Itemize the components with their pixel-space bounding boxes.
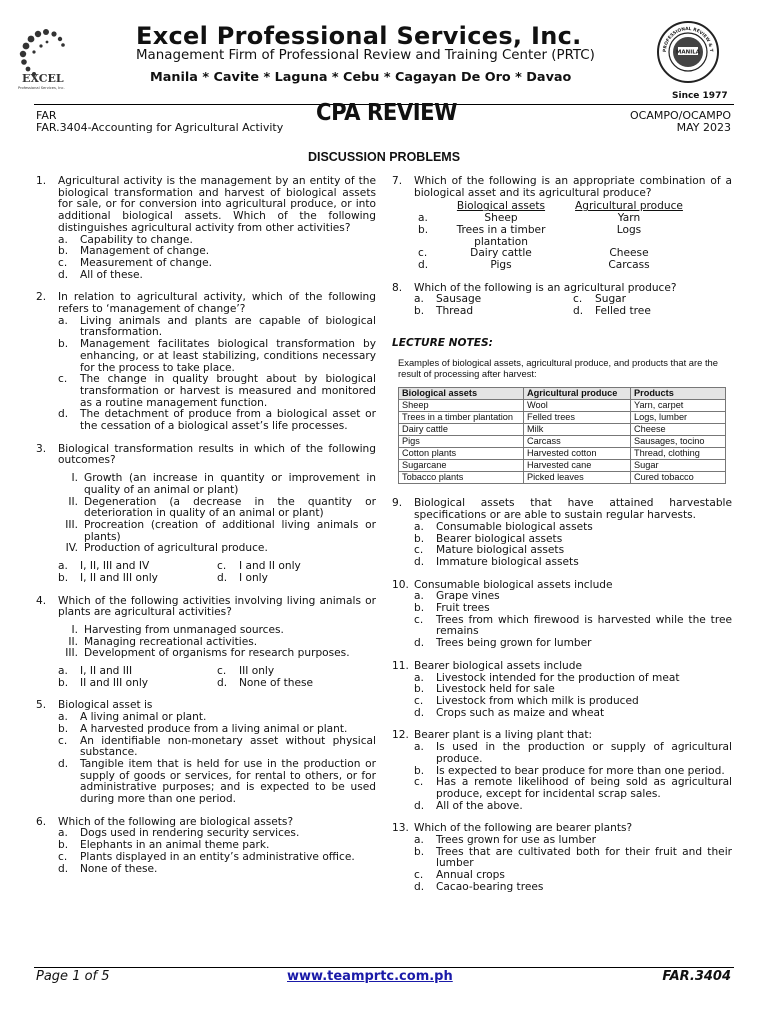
option-letter: a.: [414, 520, 424, 533]
question-text: Biological transformation results in which of the following outcomes?: [58, 442, 376, 467]
question-5: [36, 700, 376, 805]
branch-locations: Manila * Cavite * Laguna * Cebu * Cagayan De Oro * Davao: [150, 70, 572, 85]
option-grid: [414, 294, 732, 317]
roman-numeral: IV.: [65, 542, 78, 555]
option-text: Livestock intended for the production of meat: [436, 671, 680, 684]
table-cell: Logs, lumber: [631, 412, 726, 424]
question-13: [392, 823, 732, 893]
option-text: Immature biological assets: [436, 555, 579, 568]
option-text: Measurement of change.: [80, 256, 213, 269]
website-link[interactable]: www.teamprtc.com.ph: [287, 969, 453, 984]
question-1: [36, 176, 376, 281]
table-row: [399, 460, 726, 472]
table-cell: Sausages, tocino: [631, 436, 726, 448]
roman-text: Harvesting from unmanaged sources.: [84, 623, 284, 636]
option-text: III only: [239, 665, 275, 678]
lecture-notes-heading: LECTURE NOTES:: [392, 336, 493, 349]
cpa-review-banner: CPA REVIEW: [316, 100, 458, 126]
option-letter: b.: [58, 571, 69, 584]
option-letter: c.: [414, 869, 424, 882]
firm-description: Management Firm of Professional Review and Training Center (PRTC): [136, 48, 595, 63]
option-text: II and III only: [80, 676, 149, 689]
question-2: [36, 292, 376, 432]
option-letter: d.: [217, 676, 228, 689]
subject-title: FAR.3404-Accounting for Agricultural Activity: [36, 121, 284, 134]
question-11: [392, 661, 732, 720]
option: [58, 270, 376, 282]
option-text: An identifiable non-monetary asset without physical substance.: [80, 734, 376, 759]
table-cell: Sheep: [484, 212, 518, 225]
question-number: 4.: [36, 594, 47, 607]
question-number: 1.: [36, 175, 47, 187]
option: [58, 573, 217, 585]
option-text: The change in quality brought about by biological transformation or harvest is measured and monitored as a routine management function.: [80, 373, 376, 409]
roman-item: [58, 520, 376, 543]
question-number: 2.: [36, 291, 47, 304]
table-cell: Sheep: [399, 400, 524, 412]
left-column: [36, 176, 376, 886]
table-row: [399, 448, 726, 460]
question-text: Which of the following activities involving living animals or plants are agricultural activities?: [58, 594, 376, 619]
roman-item: [58, 543, 376, 555]
option: [414, 847, 732, 870]
table-row: [399, 424, 726, 436]
option-text: None of these: [239, 676, 314, 689]
option-letter: d.: [414, 637, 425, 650]
table-cell: Yarn, carpet: [631, 400, 726, 412]
option-letter: a.: [58, 827, 68, 840]
table-cell: Tobacco plants: [399, 472, 524, 484]
option: [58, 864, 376, 876]
table-cell: Trees in a timber plantation: [399, 412, 524, 424]
roman-list: [58, 473, 376, 555]
table-cell: Felled trees: [524, 412, 631, 424]
option-letter: d.: [58, 757, 69, 770]
option-text: A living animal or plant.: [80, 711, 207, 724]
option-text: Cacao-bearing trees: [436, 880, 544, 893]
company-name: Excel Professional Services, Inc.: [136, 22, 582, 50]
option-text: Crops such as maize and wheat: [436, 706, 605, 719]
option: [58, 374, 376, 409]
option-text: Bearer biological assets: [436, 532, 563, 545]
option-text: Trees from which firewood is harvested while the tree remains: [436, 613, 732, 638]
table-cell: Logs: [616, 223, 642, 236]
option-text: Elephants in an animal theme park.: [80, 839, 270, 852]
table-cell: Dairy cattle: [470, 247, 532, 260]
company-logo: [16, 22, 74, 92]
option: [217, 573, 376, 585]
option: [58, 409, 376, 432]
option: [58, 678, 217, 690]
option: [414, 522, 732, 534]
roman-item: [58, 473, 376, 496]
table-cell: Carcass: [608, 258, 650, 271]
table-cell: Sugar: [631, 460, 726, 472]
option-letter: d.: [414, 799, 425, 812]
option: [58, 736, 376, 759]
option: [58, 852, 376, 864]
examples-table: [398, 387, 726, 484]
option-letter: c.: [414, 694, 424, 707]
column-header: Products: [631, 388, 726, 400]
roman-text: Production of agricultural produce.: [84, 542, 268, 555]
question-8: [392, 283, 732, 318]
table-cell: Trees in a timber plantation: [456, 223, 546, 248]
option: [58, 258, 376, 270]
option-letter: b.: [58, 245, 69, 258]
combination-table: [414, 201, 698, 271]
option-letter: c.: [58, 373, 68, 386]
option-letter: b.: [58, 839, 69, 852]
question-number: 9.: [392, 497, 403, 510]
table-cell: Thread, clothing: [631, 448, 726, 460]
table-cell: Cured tobacco: [631, 472, 726, 484]
option-text: Livestock from which milk is produced: [436, 694, 639, 707]
option-text: Thread: [436, 305, 474, 318]
option: [414, 615, 732, 638]
option-letter: a.: [414, 671, 424, 684]
table-row: [399, 400, 726, 412]
option-text: I, II and III: [80, 665, 133, 678]
option-letter: c.: [58, 256, 68, 269]
roman-list: [58, 625, 376, 660]
option-text: Fruit trees: [436, 602, 490, 615]
roman-numeral: I.: [71, 472, 78, 485]
question-text: In relation to agricultural activity, which of the following refers to ‘management of change’?: [58, 291, 376, 316]
option: [414, 708, 732, 720]
option-text: Felled tree: [595, 305, 651, 318]
option-text: Plants displayed in an entity’s administrative office.: [80, 850, 355, 863]
roman-numeral: II.: [68, 495, 78, 508]
option: [414, 801, 732, 813]
roman-numeral: III.: [65, 647, 78, 660]
table-cell: Dairy cattle: [399, 424, 524, 436]
option-letter: d.: [217, 571, 228, 584]
option: [58, 339, 376, 374]
option-letter: a.: [58, 233, 68, 246]
logo-subtext: Professional Services, Inc.: [18, 86, 65, 90]
authors: OCAMPO/OCAMPO: [630, 109, 731, 122]
option: [58, 724, 376, 736]
roman-numeral: III.: [65, 518, 78, 531]
table-cell: Cheese: [631, 424, 726, 436]
option-text: Sugar: [595, 293, 627, 306]
exam-date: MAY 2023: [676, 121, 731, 134]
table-cell: Carcass: [524, 436, 631, 448]
question-text: Which of the following is an appropriate combination of a biological asset and its agricultural produce?: [414, 175, 732, 199]
option-letter: d.: [58, 862, 69, 875]
table-row: [414, 225, 698, 248]
logo-wordmark: EXCEL: [22, 72, 64, 85]
question-number: 6.: [36, 815, 47, 828]
option-text: Is expected to bear produce for more than one period.: [436, 764, 725, 777]
option-letter: b.: [414, 532, 425, 545]
table-row: [414, 260, 698, 272]
option: [58, 316, 376, 339]
table-cell: Pigs: [399, 436, 524, 448]
option-text: A harvested produce from a living animal or plant.: [80, 722, 348, 735]
option-text: Management of change.: [80, 245, 210, 258]
option-letter: c.: [414, 544, 424, 557]
table-cell: Picked leaves: [524, 472, 631, 484]
question-number: 10.: [392, 578, 409, 591]
option-text: Grape vines: [436, 590, 500, 603]
right-column: [392, 176, 732, 905]
lecture-notes-intro: Examples of biological assets, agricultural produce, and products that are the result of processing after harvest:: [398, 357, 718, 380]
column-header: Agricultural produce: [575, 200, 683, 213]
option-text: All of the above.: [436, 799, 523, 812]
table-row: [399, 436, 726, 448]
question-text: Bearer biological assets include: [414, 659, 582, 672]
option-text: I and II only: [239, 560, 301, 573]
option-letter: a.: [58, 314, 68, 327]
option-text: Sausage: [436, 293, 482, 306]
question-number: 8.: [392, 281, 403, 294]
subject-code: FAR: [36, 109, 57, 122]
option-letter: b.: [58, 722, 69, 735]
table-cell: Pigs: [490, 258, 512, 271]
question-text: Which of the following are biological assets?: [58, 815, 294, 828]
question-4: [36, 596, 376, 690]
option-letter: d.: [418, 258, 429, 271]
option-letter: b.: [414, 764, 425, 777]
question-12: [392, 730, 732, 812]
since-year: Since 1977: [672, 91, 728, 101]
roman-text: Managing recreational activities.: [84, 635, 258, 648]
option-letter: d.: [573, 305, 584, 318]
option-letter: c.: [414, 613, 424, 626]
seal-city: MANILA: [675, 49, 701, 56]
option-letter: b.: [58, 338, 69, 351]
option-text: All of these.: [80, 268, 143, 281]
option-letter: d.: [414, 555, 425, 568]
option-text: Annual crops: [436, 869, 505, 882]
option-text: I, II, III and IV: [80, 560, 150, 573]
option-letter: d.: [58, 268, 69, 281]
roman-text: Degeneration (a decrease in the quantity or deterioration in quality of an animal or plant): [84, 495, 376, 520]
table-cell: Sugarcane: [399, 460, 524, 472]
option-letter: b.: [58, 676, 69, 689]
page-number: Page 1 of 5: [36, 969, 110, 984]
question-text: Biological assets that have attained harvestable specifications or are able to sustain regular harvests.: [414, 497, 732, 522]
option-letter: b.: [418, 223, 429, 236]
option: [414, 638, 732, 650]
option-letter: a.: [58, 711, 68, 724]
column-header: Biological assets: [456, 200, 546, 213]
option: [414, 882, 732, 894]
roman-item: [58, 497, 376, 520]
option-letter: b.: [414, 683, 425, 696]
option-text: Management facilitates biological transformation by enhancing, or at least stabilizing, conditions necessary for the process to take place.: [80, 338, 376, 374]
question-text: Bearer plant is a living plant that:: [414, 729, 593, 742]
table-cell: Cheese: [609, 247, 649, 260]
question-number: 12.: [392, 729, 409, 742]
option-letter: c.: [217, 665, 227, 678]
option: [414, 777, 732, 800]
option-text: Trees grown for use as lumber: [436, 834, 597, 847]
question-text: Consumable biological assets include: [414, 578, 613, 591]
option-letter: a.: [414, 834, 424, 847]
option-text: Consumable biological assets: [436, 520, 593, 533]
option-letter: b.: [414, 845, 425, 858]
option-letter: a.: [414, 741, 424, 754]
option-text: Is used in the production or supply of agricultural produce.: [436, 741, 732, 765]
option: [217, 666, 376, 678]
lecture-notes-box: [392, 357, 732, 484]
column-header: Biological assets: [399, 388, 524, 400]
option: [414, 557, 732, 569]
option-text: Dogs used in rendering security services.: [80, 827, 300, 840]
question-number: 5.: [36, 699, 47, 712]
question-number: 7.: [392, 175, 403, 187]
option: [58, 666, 217, 678]
question-text: Biological asset is: [58, 699, 153, 712]
table-cell: Milk: [524, 424, 631, 436]
table-cell: Harvested cotton: [524, 448, 631, 460]
option: [414, 835, 732, 847]
option-text: I only: [239, 571, 268, 584]
option-letter: c.: [217, 560, 227, 573]
table-cell: Wool: [524, 400, 631, 412]
column-header: Agricultural produce: [524, 388, 631, 400]
option: [414, 603, 732, 615]
table-cell: Cotton plants: [399, 448, 524, 460]
question-3: [36, 444, 376, 585]
option: [414, 742, 732, 765]
option-letter: c.: [573, 293, 583, 306]
option-letter: a.: [418, 212, 428, 225]
option-text: Trees being grown for lumber: [436, 637, 592, 650]
table-row: [399, 472, 726, 484]
roman-text: Growth (an increase in quantity or improvement in quality of an animal or plant): [84, 472, 376, 496]
question-text: Which of the following are bearer plants?: [414, 822, 633, 835]
option-letter: d.: [414, 706, 425, 719]
option-letter: d.: [414, 880, 425, 893]
footer-code: FAR.3404: [662, 969, 731, 984]
option-grid: [58, 666, 376, 689]
option-text: Living animals and plants are capable of biological transformation.: [80, 314, 376, 339]
option: [217, 678, 376, 690]
option: [414, 696, 732, 708]
option-letter: c.: [58, 734, 68, 747]
option-letter: c.: [58, 850, 68, 863]
option-text: Capability to change.: [80, 233, 193, 246]
question-text: Which of the following is an agricultural produce?: [414, 281, 677, 294]
question-text: Agricultural activity is the management by an entity of the biological transformation and harvest of biological assets for sale, or for conversion into agricultural produce, or into additional biological assets. Which of the following distinguishes agricultural activity from other activities?: [58, 175, 376, 234]
option-text: Livestock held for sale: [436, 683, 555, 696]
roman-text: Procreation (creation of additional living animals or plants): [84, 518, 376, 543]
option-text: I, II and III only: [80, 571, 158, 584]
table-cell: Yarn: [617, 212, 641, 225]
roman-numeral: I.: [71, 623, 78, 636]
table-row: [414, 248, 698, 260]
option-text: Mature biological assets: [436, 544, 565, 557]
option-letter: c.: [414, 776, 424, 789]
option-letter: a.: [414, 590, 424, 603]
option: [414, 306, 573, 318]
question-number: 13.: [392, 822, 409, 835]
table-header-row: [399, 388, 726, 400]
option-letter: c.: [418, 247, 428, 260]
option: [573, 306, 732, 318]
roman-item: [58, 648, 376, 660]
table-row: [399, 412, 726, 424]
option-letter: d.: [58, 408, 69, 421]
roman-numeral: II.: [68, 635, 78, 648]
option-letter: a.: [414, 293, 424, 306]
option-text: None of these.: [80, 862, 158, 875]
option-grid: [58, 561, 376, 584]
option-letter: a.: [58, 665, 68, 678]
option: [58, 759, 376, 806]
roman-text: Development of organisms for research purposes.: [84, 647, 350, 660]
table-cell: Harvested cane: [524, 460, 631, 472]
option-letter: a.: [58, 560, 68, 573]
footer-divider: [34, 967, 734, 968]
option-text: Has a remote likelihood of being sold as agricultural produce, except for incidental scrap sales.: [436, 776, 732, 800]
question-6: [36, 817, 376, 876]
question-9: [392, 498, 732, 568]
option-letter: b.: [414, 602, 425, 615]
section-title: DISCUSSION PROBLEMS: [307, 150, 461, 164]
question-10: [392, 580, 732, 650]
question-number: 11.: [392, 659, 409, 672]
question-number: 3.: [36, 442, 47, 455]
question-7: [392, 176, 732, 272]
option-text: The detachment of produce from a biological asset or the cessation of a biological asset’s life processes.: [80, 408, 376, 433]
option-text: Tangible item that is held for use in the production or supply of goods or services, for rental to others, or for administrative purposes; and is expected to be used during more than one period.: [80, 757, 376, 806]
prtc-seal: [656, 20, 720, 84]
roman-item: [58, 625, 376, 637]
option-text: Trees that are cultivated both for their fruit and their lumber: [436, 845, 732, 870]
seal-ring-text: PROFESSIONAL REVIEW & T: [662, 26, 714, 53]
table-header-row: [414, 201, 698, 213]
option-letter: b.: [414, 305, 425, 318]
